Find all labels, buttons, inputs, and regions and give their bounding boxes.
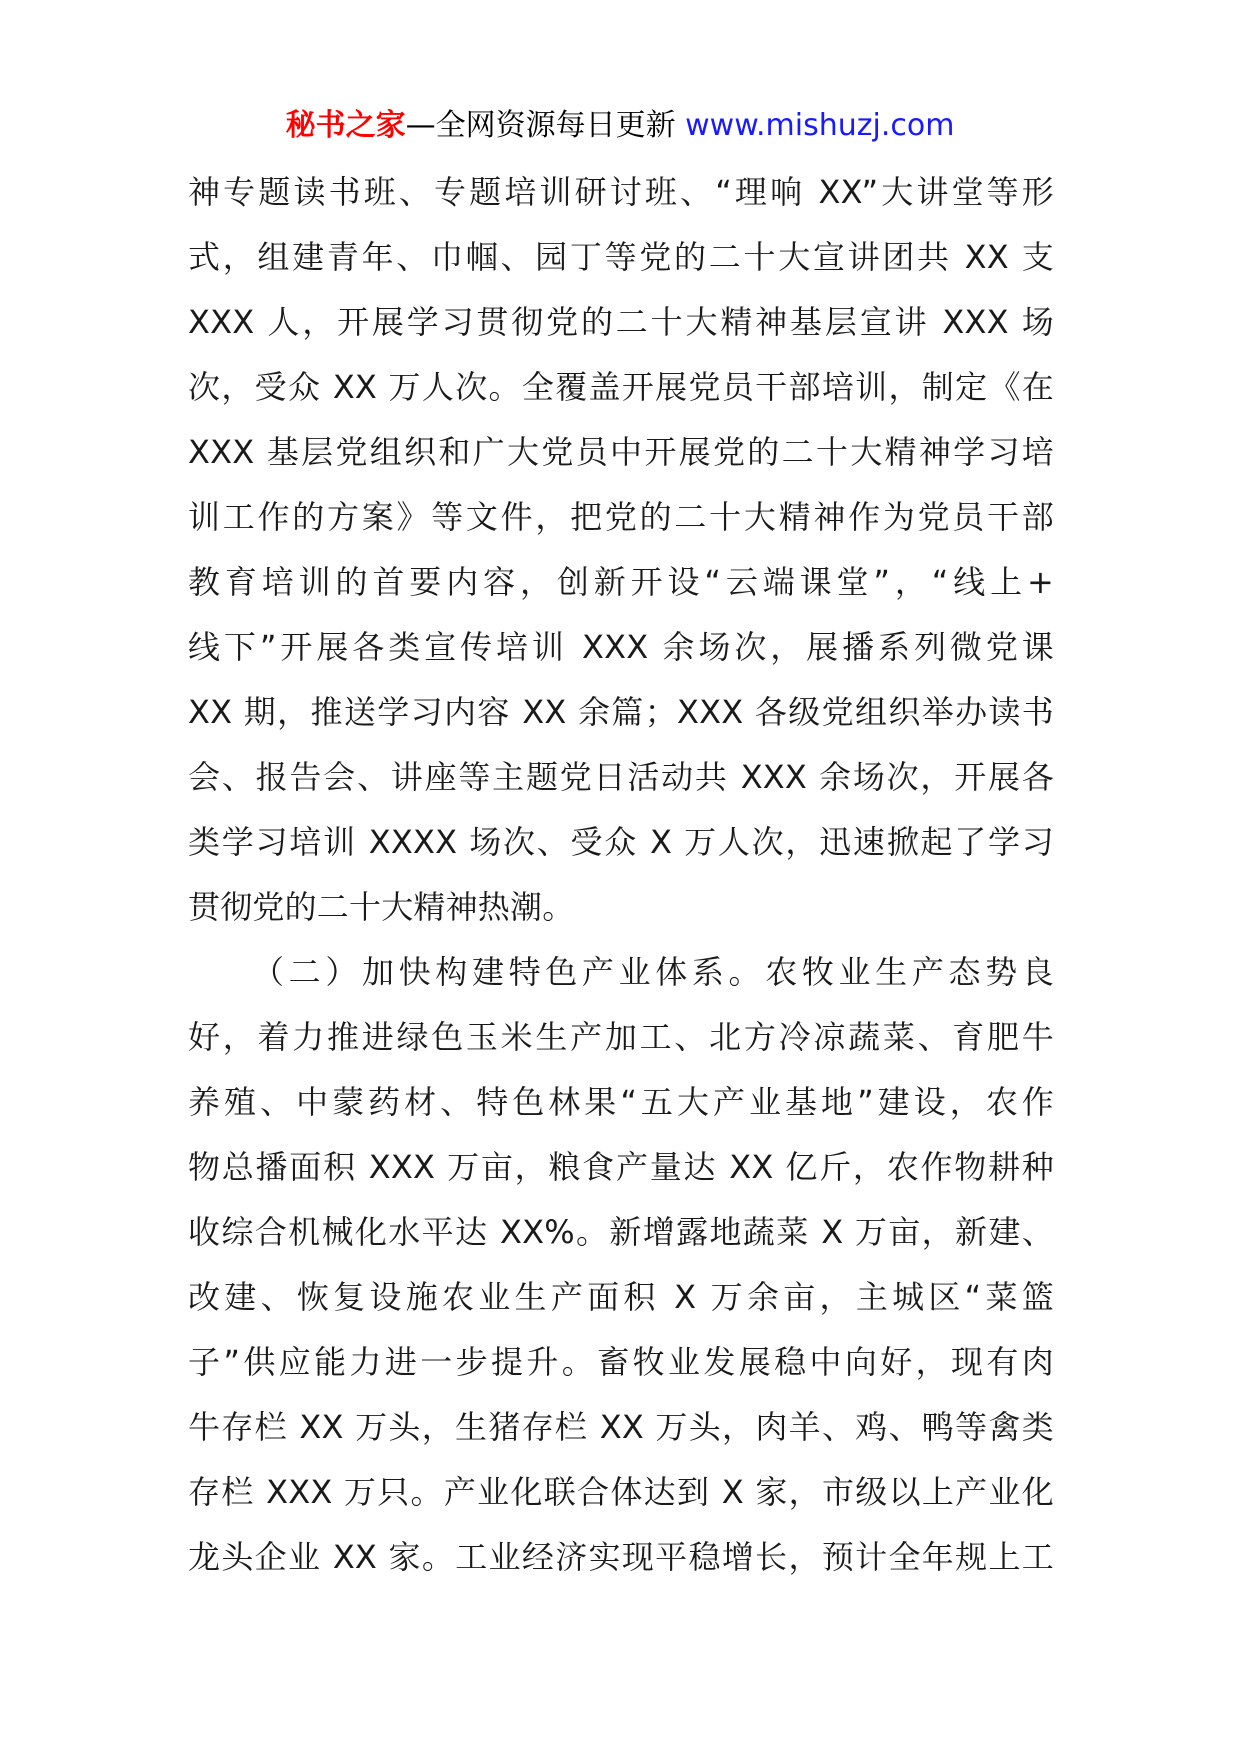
site-tagline: —全网资源每日更新: [405, 108, 676, 143]
site-brand: 秘书之家: [285, 108, 406, 143]
text-line: XXX 人，开展学习贯彻党的二十大精神基层宣讲 XXX 场: [188, 303, 1054, 341]
site-url-link[interactable]: www.mishuzj.com: [685, 108, 955, 143]
text-line: 类学习培训 XXXX 场次、受众 X 万人次，迅速掀起了学习: [188, 823, 1054, 861]
text-line: 牛存栏 XX 万头，生猪存栏 XX 万头，肉羊、鸡、鸭等禽类: [188, 1408, 1054, 1446]
text-line: 训工作的方案》等文件，把党的二十大精神作为党员干部: [188, 498, 1054, 536]
text-line: 式，组建青年、巾帼、园丁等党的二十大宣讲团共 XX 支: [188, 238, 1054, 276]
text-line: XXX 基层党组织和广大党员中开展党的二十大精神学习培: [188, 433, 1054, 471]
text-line: 好，着力推进绿色玉米生产加工、北方冷凉蔬菜、育肥牛: [188, 1018, 1054, 1056]
text-line: 龙头企业 XX 家。工业经济实现平稳增长，预计全年规上工: [188, 1538, 1054, 1576]
text-line: XX 期，推送学习内容 XX 余篇；XXX 各级党组织举办读书: [188, 693, 1054, 731]
text-line: 神专题读书班、专题培训研讨班、“理响 XX”大讲堂等形: [188, 173, 1054, 211]
document-body: [188, 160, 1054, 1590]
text-line: 线下”开展各类宣传培训 XXX 余场次，展播系列微党课: [188, 628, 1054, 666]
text-line: 贯彻党的二十大精神热潮。: [188, 888, 575, 926]
text-line: 教育培训的首要内容，创新开设“云端课堂”，“线上+: [188, 563, 1054, 601]
text-line: 物总播面积 XXX 万亩，粮食产量达 XX 亿斤，农作物耕种: [188, 1148, 1054, 1186]
text-line: 次，受众 XX 万人次。全覆盖开展党员干部培训，制定《在: [188, 368, 1054, 406]
text-line: 养殖、中蒙药材、特色林果“五大产业基地”建设，农作: [188, 1083, 1054, 1121]
text-line: 改建、恢复设施农业生产面积 X 万余亩，主城区“菜篮: [188, 1278, 1054, 1316]
text-line: 子”供应能力进一步提升。畜牧业发展稳中向好，现有肉: [188, 1343, 1054, 1381]
text-line: 收综合机械化水平达 XX%。新增露地蔬菜 X 万亩，新建、: [188, 1213, 1054, 1251]
site-header: [0, 104, 1240, 148]
section-heading-line: （二）加快构建特色产业体系。农牧业生产态势良: [252, 953, 1054, 991]
text-line: 存栏 XXX 万只。产业化联合体达到 X 家，市级以上产业化: [188, 1473, 1054, 1511]
text-line: 会、报告会、讲座等主题党日活动共 XXX 余场次，开展各: [188, 758, 1054, 796]
